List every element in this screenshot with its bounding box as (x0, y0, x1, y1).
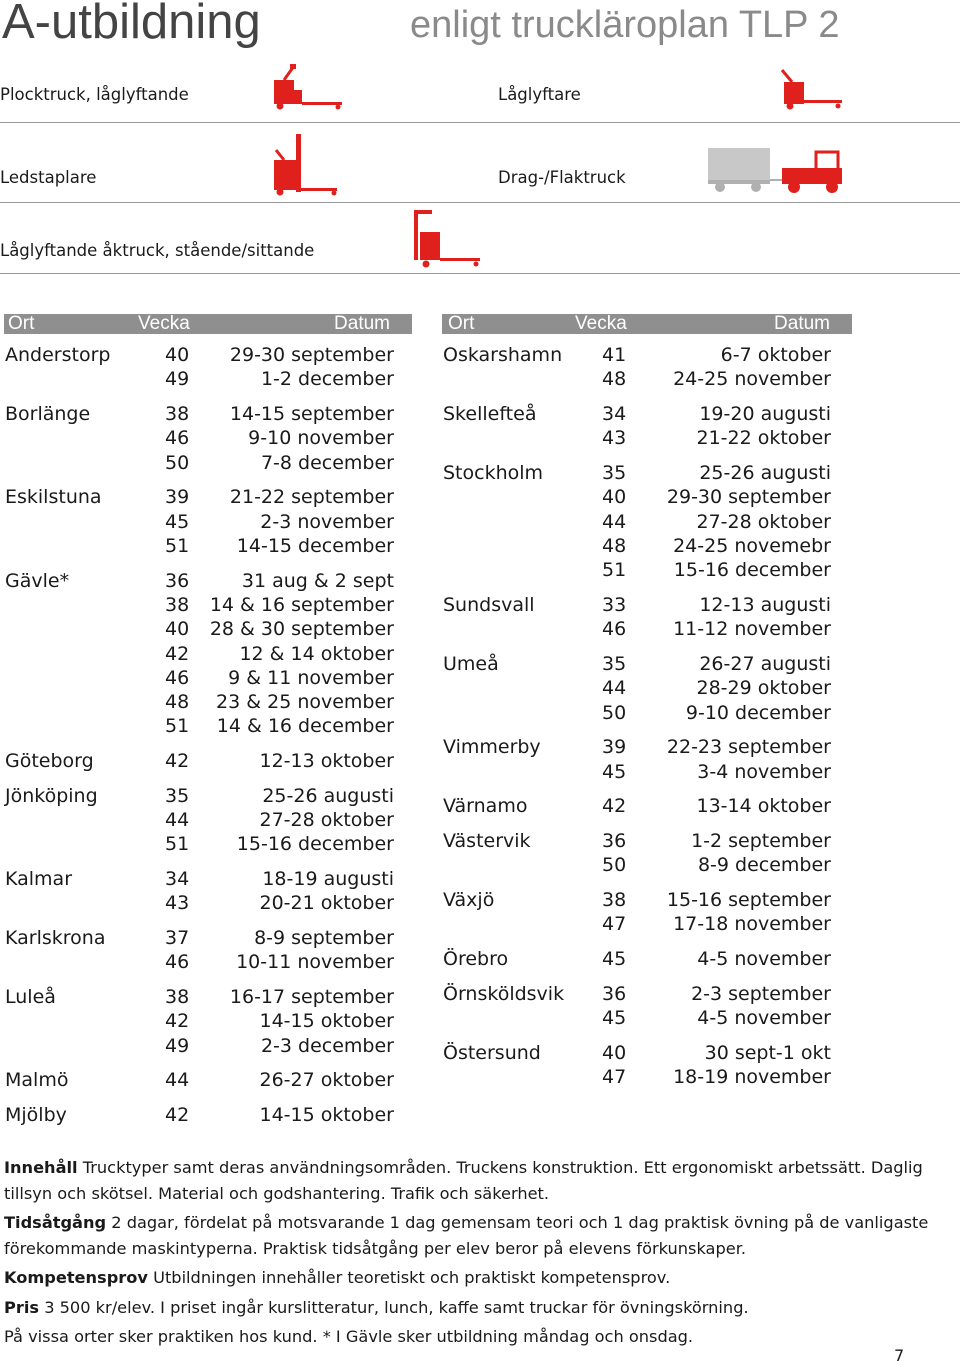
course-date: 24-25 novemebr (673, 534, 831, 557)
city-name: Västervik (443, 829, 531, 852)
course-date: 4-5 november (697, 947, 831, 970)
week-number: 38 (165, 593, 190, 616)
divider (0, 122, 960, 123)
course-date: 15-16 september (666, 888, 831, 911)
week-number: 47 (602, 913, 627, 936)
week-number: 51 (165, 534, 190, 557)
week-number: 50 (602, 854, 627, 877)
course-date: 15-16 december (673, 559, 831, 582)
course-date: 2-3 november (260, 510, 394, 533)
course-date: 14 & 16 september (209, 593, 394, 616)
city-name: Malmö (5, 1069, 69, 1092)
week-number: 51 (602, 559, 627, 582)
ledstaplare-icon (268, 130, 342, 198)
course-date: 14-15 september (229, 403, 394, 425)
week-number: 44 (602, 677, 627, 700)
week-number: 38 (165, 986, 190, 1009)
week-number: 51 (165, 715, 190, 738)
left-table-header (4, 314, 412, 334)
week-number: 41 (602, 344, 627, 366)
plocktruck-icon (270, 62, 346, 110)
city-name: Östersund (443, 1041, 541, 1064)
course-date: 9-10 november (248, 427, 394, 450)
week-number: 37 (165, 927, 190, 950)
course-date: 9 & 11 november (228, 666, 394, 689)
header-datum: Datum (334, 313, 390, 334)
course-date: 14-15 december (236, 534, 394, 557)
city-name: Örebro (443, 947, 509, 970)
course-date: 2-3 september (691, 982, 831, 1005)
course-date: 12-13 augusti (699, 593, 831, 616)
course-date: 14 & 16 december (216, 715, 394, 738)
week-number: 35 (602, 462, 627, 484)
week-number: 46 (165, 427, 190, 450)
city-name: Karlskrona (5, 927, 106, 950)
city-name: Vimmerby (443, 736, 541, 759)
week-number: 38 (602, 888, 627, 911)
header-ort: Ort (448, 313, 475, 334)
week-number: 49 (165, 368, 190, 391)
city-name: Anderstorp (5, 344, 111, 366)
course-date: 6-7 oktober (720, 344, 831, 366)
course-date: 31 aug & 2 sept (241, 569, 394, 592)
divider (0, 273, 960, 274)
course-date: 3-4 november (697, 760, 831, 783)
truck-type-aktruck: Låglyftande åktruck, stående/sittande (0, 241, 315, 260)
week-number: 38 (165, 403, 190, 425)
info-note: På vissa orter sker praktiken hos kund. * I Gävle sker utbildning måndag och onsdag. (4, 1327, 694, 1346)
week-number: 51 (165, 833, 190, 856)
week-number: 40 (602, 486, 627, 509)
week-number: 49 (165, 1034, 190, 1057)
city-name: Umeå (443, 652, 499, 675)
course-date: 15-16 december (236, 833, 394, 856)
course-date: 25-26 augusti (262, 784, 394, 807)
course-date: 27-28 oktober (696, 510, 831, 533)
week-number: 33 (602, 593, 627, 616)
week-number: 40 (165, 344, 190, 366)
week-number: 36 (602, 982, 627, 1005)
course-date: 26-27 augusti (699, 652, 831, 675)
truck-type-ledstaplare: Ledstaplare (0, 168, 97, 187)
week-number: 45 (165, 510, 190, 533)
city-name: Stockholm (443, 462, 544, 484)
course-date: 12-13 oktober (259, 750, 394, 773)
page-subtitle: enligt truckläroplan TLP 2 (410, 4, 840, 46)
city-name: Jönköping (5, 784, 98, 807)
course-info (4, 1155, 954, 1350)
course-date: 1-2 december (260, 368, 394, 391)
city-name: Skellefteå (443, 403, 537, 425)
course-date: 21-22 september (229, 486, 394, 509)
city-name: Göteborg (5, 750, 94, 773)
course-date: 14-15 oktober (259, 1010, 394, 1033)
week-number: 43 (602, 427, 627, 450)
course-date: 2-3 december (260, 1034, 394, 1057)
info-tidsatgang: Tidsåtgång 2 dagar, fördelat på motsvarande 1 dag gemensam teori och 1 dag praktisk övning på de vanligaste förekommande maskintyperna. Praktisk tidsåtgång per elev beror på elevens förkunskaper. (4, 1213, 929, 1258)
course-date: 20-21 oktober (259, 892, 394, 915)
week-number: 34 (602, 403, 627, 425)
week-number: 50 (602, 701, 627, 724)
dragtruck-icon (706, 146, 846, 196)
city-name: Borlänge (5, 403, 91, 425)
week-number: 46 (602, 618, 627, 641)
course-date: 30 sept-1 okt (704, 1041, 831, 1064)
course-date: 12 & 14 oktober (239, 642, 394, 665)
course-date: 28-29 oktober (696, 677, 831, 700)
week-number: 44 (165, 1069, 190, 1092)
city-name: Gävle* (5, 569, 70, 592)
city-name: Växjö (443, 888, 495, 911)
week-number: 45 (602, 760, 627, 783)
week-number: 35 (602, 652, 627, 675)
info-pris: Pris 3 500 kr/elev. I priset ingår kurslitteratur, lunch, kaffe samt truckar för övningskörning. (4, 1297, 749, 1317)
city-name: Mjölby (5, 1104, 67, 1127)
week-number: 48 (602, 534, 627, 557)
city-name: Luleå (5, 986, 56, 1009)
city-name: Sundsvall (443, 593, 535, 616)
week-number: 48 (165, 691, 190, 714)
divider (0, 202, 960, 203)
week-number: 45 (602, 1006, 627, 1029)
week-number: 42 (602, 795, 627, 818)
truck-type-laglyftare: Låglyftare (498, 85, 581, 104)
header-ort: Ort (8, 313, 35, 334)
course-date: 17-18 november (673, 913, 831, 936)
week-number: 43 (165, 892, 190, 915)
course-date: 25-26 augusti (699, 462, 831, 484)
week-number: 36 (165, 569, 190, 592)
week-number: 46 (165, 951, 190, 974)
week-number: 48 (602, 368, 627, 391)
course-date: 9-10 december (685, 701, 831, 724)
course-date: 4-5 november (697, 1006, 831, 1029)
city-name: Kalmar (5, 868, 73, 891)
week-number: 42 (165, 642, 190, 665)
week-number: 36 (602, 829, 627, 852)
week-number: 46 (165, 666, 190, 689)
page-title: A-utbildning (2, 0, 261, 49)
header-datum: Datum (774, 313, 830, 334)
city-name: Värnamo (443, 795, 528, 818)
week-number: 45 (602, 947, 627, 970)
course-date: 7-8 december (260, 451, 394, 474)
aktruck-icon (412, 206, 484, 270)
week-number: 34 (165, 868, 190, 891)
laglyftare-icon (778, 66, 846, 110)
info-innehall: Innehåll Trucktyper samt deras användningsområden. Truckens konstruktion. Ett ergonomiskt arbetssätt. Daglig tillsyn och skötsel. Material och godshantering. Trafik och säkerhet. (4, 1158, 923, 1203)
course-date: 27-28 oktober (259, 809, 394, 832)
course-date: 21-22 oktober (696, 427, 831, 450)
city-name: Eskilstuna (5, 486, 102, 509)
course-date: 29-30 september (666, 486, 831, 509)
city-name: Örnsköldsvik (443, 982, 565, 1005)
page-number: 7 (894, 1346, 905, 1365)
week-number: 42 (165, 750, 190, 773)
right-table-header (442, 314, 852, 334)
info-kompetensprov: Kompetensprov Utbildningen innehåller teoretiskt och praktiskt kompetensprov. (4, 1268, 671, 1287)
week-number: 40 (602, 1041, 627, 1064)
header-vecka: Vecka (575, 313, 627, 334)
truck-type-plocktruck: Plocktruck, låglyftande (0, 85, 189, 104)
course-date: 8-9 december (697, 854, 831, 877)
course-date: 18-19 november (673, 1065, 831, 1088)
course-date: 13-14 oktober (696, 795, 831, 818)
course-date: 23 & 25 november (216, 691, 394, 714)
course-date: 10-11 november (236, 951, 394, 974)
truck-type-dragtruck: Drag-/Flaktruck (498, 168, 626, 187)
course-date: 28 & 30 september (209, 618, 394, 641)
city-name: Oskarshamn (443, 344, 563, 366)
course-date: 26-27 oktober (259, 1069, 394, 1092)
week-number: 44 (602, 510, 627, 533)
week-number: 44 (165, 809, 190, 832)
week-number: 47 (602, 1065, 627, 1088)
course-date: 29-30 september (229, 344, 394, 366)
course-date: 14-15 oktober (259, 1104, 394, 1127)
course-date: 16-17 september (229, 986, 394, 1009)
course-date: 18-19 augusti (262, 868, 394, 891)
course-date: 22-23 september (666, 736, 831, 759)
course-date: 11-12 november (673, 618, 831, 641)
week-number: 39 (602, 736, 627, 759)
course-date: 1-2 september (691, 829, 831, 852)
week-number: 39 (165, 486, 190, 509)
course-date: 24-25 november (673, 368, 831, 391)
week-number: 42 (165, 1010, 190, 1033)
week-number: 50 (165, 451, 190, 474)
course-date: 19-20 augusti (699, 403, 831, 425)
course-date: 8-9 september (254, 927, 394, 950)
week-number: 40 (165, 618, 190, 641)
week-number: 42 (165, 1104, 190, 1127)
week-number: 35 (165, 784, 190, 807)
header-vecka: Vecka (138, 313, 190, 334)
